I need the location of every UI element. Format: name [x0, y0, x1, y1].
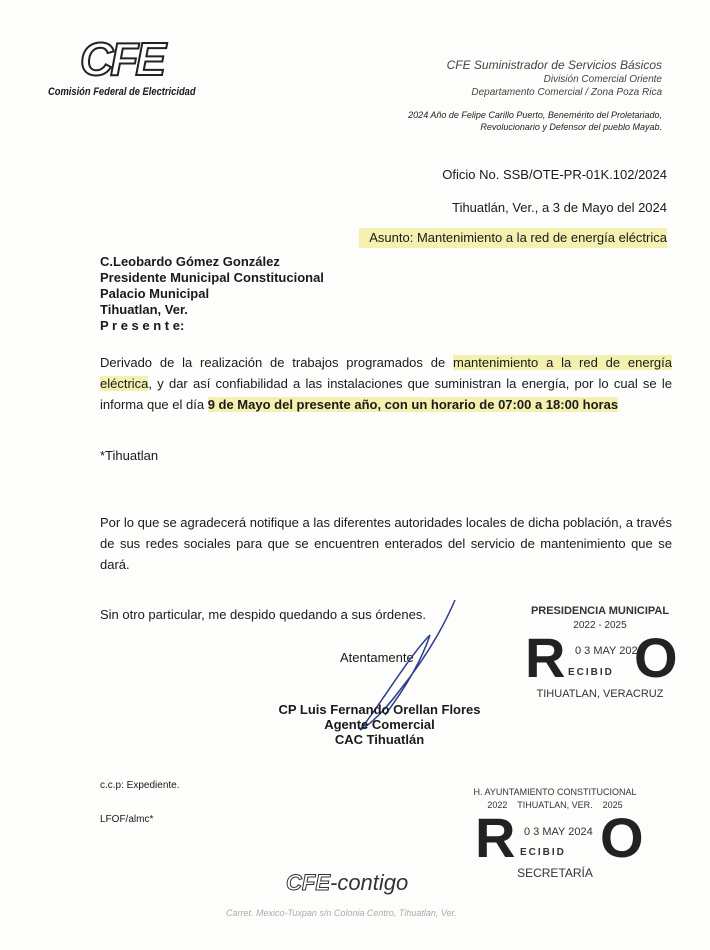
stamp2-date: 0 3 MAY 2024 [524, 826, 593, 838]
oficio-number: Oficio No. SSB/OTE-PR-01K.102/2024 [442, 167, 667, 182]
footer-logo-cfe: CFE [286, 870, 330, 895]
recipient-place: Palacio Municipal [100, 286, 210, 301]
org-name: CFE Suministrador de Servicios Básicos [446, 58, 662, 72]
presente: P r e s e n t e: [100, 318, 185, 333]
stamp2-r: R [475, 806, 516, 869]
stamp1-r: R [525, 626, 566, 689]
motto-line-2: Revolucionario y Defensor del pueblo Mayab. [480, 122, 662, 132]
p1-text: Derivado de la realización de trabajos programados de [100, 355, 453, 370]
recipient-city: Tihuatlan, Ver. [100, 302, 188, 317]
stamp1-o: O [634, 626, 678, 689]
recipient-name: C.Leobardo Gómez González [100, 254, 280, 269]
p1-text-2: , y dar así confiabilidad a las instalaciones que suministran la energía, por lo cual se le informa que el día [100, 376, 672, 412]
footer-logo [286, 870, 408, 896]
cfe-logo: CFE [80, 33, 163, 85]
signer-name: CP Luis Fernando Orellan Flores [278, 702, 481, 717]
p1-highlight: mantenimiento a la red de energía eléctrica [100, 355, 673, 391]
recipient-title: Presidente Municipal Constitucional [100, 270, 324, 285]
stamp1-recibido: ECIBID [568, 667, 614, 678]
initials: LFOF/almc* [100, 814, 154, 825]
p1-date-time: 9 de Mayo del presente año, con un horario de 07:00 a 18:00 horas [207, 397, 619, 412]
subject: Asunto: Mantenimiento a la red de energía eléctrica [359, 228, 667, 248]
motto-line-1: 2024 Año de Felipe Carillo Puerto, Benemérito del Proletariado, [408, 110, 662, 120]
logo-subtitle: Comisión Federal de Electricidad [48, 86, 196, 98]
stamp2-bottom: SECRETARÍA [517, 866, 593, 880]
stamp2-top: H. AYUNTAMIENTO CONSTITUCIONAL [473, 787, 637, 797]
ccp: c.c.p: Expediente. [100, 780, 180, 791]
stamp1-years: 2022 - 2025 [573, 620, 627, 631]
stamp1-top: PRESIDENCIA MUNICIPAL [530, 605, 670, 617]
stamp2-o: O [600, 806, 644, 869]
footer-address: Carret. Mexico-Tuxpan s/n Colonia Centro, Tihuatlan, Ver. [226, 908, 457, 918]
org-department: Departamento Comercial / Zona Poza Rica [471, 87, 662, 98]
recipient-block [100, 254, 324, 334]
signature-block [272, 702, 487, 747]
location: *Tihuatlan [100, 448, 159, 463]
stamp2-years: 2022 TIHUATLAN, VER. 2025 [487, 800, 623, 810]
signer-office: CAC Tihuatlán [334, 732, 425, 747]
paragraph-2: Por lo que se agradecerá notifique a las diferentes autoridades locales de dicha población, a través de sus redes sociales para que se encuentren enterados del servicio de mantenimiento que se dará. [100, 515, 672, 572]
regards: Atentamente [340, 650, 414, 665]
signer-role: Agente Comercial [324, 717, 435, 732]
stamp1-date: 0 3 MAY 2024 [575, 645, 644, 657]
letter-date: Tihuatlán, Ver., a 3 de Mayo del 2024 [452, 200, 667, 215]
org-division: División Comercial Oriente [543, 74, 662, 85]
stamp1-bottom: TIHUATLAN, VERACRUZ [536, 688, 664, 700]
stamp2-recibido: ECIBID [520, 847, 566, 858]
closing: Sin otro particular, me despido quedando a sus órdenes. [100, 607, 426, 622]
paragraph-1 [100, 352, 672, 415]
footer-logo-contigo: -contigo [330, 870, 409, 895]
